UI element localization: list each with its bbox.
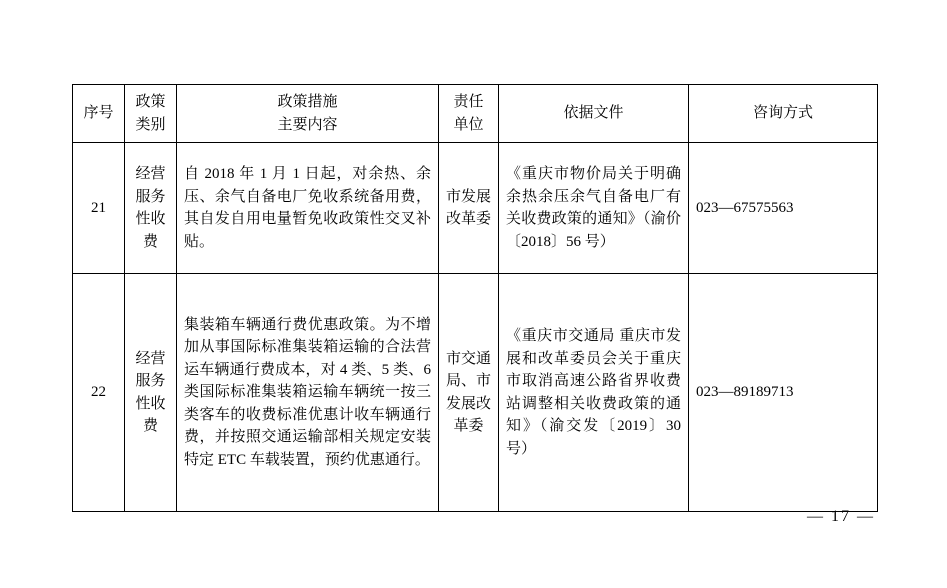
table-row: [73, 143, 878, 274]
column-header-measure-line2: 主要内容: [277, 116, 338, 133]
row-responsible-unit: 市发展改革委: [439, 143, 499, 274]
row-contact: 023—89189713: [689, 274, 878, 512]
column-header-unit-line1: 责任: [453, 94, 484, 110]
column-header-document: [499, 85, 689, 143]
column-header-category-line1: 政策: [135, 94, 166, 110]
column-header-category: [125, 85, 177, 143]
column-header-document-line1: 依据文件: [563, 105, 624, 122]
policy-measures-table: [72, 84, 878, 512]
row-responsible-unit: 市交通局、市发展改革委: [439, 274, 499, 512]
row-measure: 集装箱车辆通行费优惠政策。为不增加从事国际标准集装箱运输的合法营运车辆通行费成本，对 4 类、5 类、6 类国际标准集装箱运输车辆统一按三类客车的收费标准优惠计收车辆通行费，并按照交通运输部相关规定安装特定 ETC 车载装置，预约优惠通行。: [177, 274, 439, 512]
row-contact: 023—67575563: [689, 143, 878, 274]
column-header-contact-line1: 咨询方式: [752, 105, 813, 122]
row-document: 《重庆市交通局 重庆市发展和改革委员会关于重庆市取消高速公路省界收费站调整相关收费政策的通知》（渝交发〔2019〕30 号）: [499, 274, 689, 512]
row-seq: 21: [73, 143, 125, 274]
column-header-seq-line1: 序号: [83, 105, 114, 122]
column-header-measure-line1: 政策措施: [277, 94, 338, 110]
column-header-unit: [439, 85, 499, 143]
page-number: — 17 —: [807, 508, 875, 525]
table-header-row: [73, 85, 878, 143]
row-measure: 自 2018 年 1 月 1 日起，对余热、余压、余气自备电厂免收系统备用费，其自发自用电量暂免收政策性交叉补贴。: [177, 143, 439, 274]
row-document: 《重庆市物价局关于明确余热余压余气自备电厂有关收费政策的通知》（渝价〔2018〕56 号）: [499, 143, 689, 274]
column-header-unit-line2: 单位: [453, 116, 484, 133]
table-row: [73, 274, 878, 512]
row-category: 经营服务性收费: [125, 274, 177, 512]
column-header-measure: [177, 85, 439, 143]
column-header-contact: [689, 85, 878, 143]
column-header-category-line2: 类别: [135, 116, 166, 133]
row-category: 经营服务性收费: [125, 143, 177, 274]
column-header-seq: [73, 85, 125, 143]
row-seq: 22: [73, 274, 125, 512]
